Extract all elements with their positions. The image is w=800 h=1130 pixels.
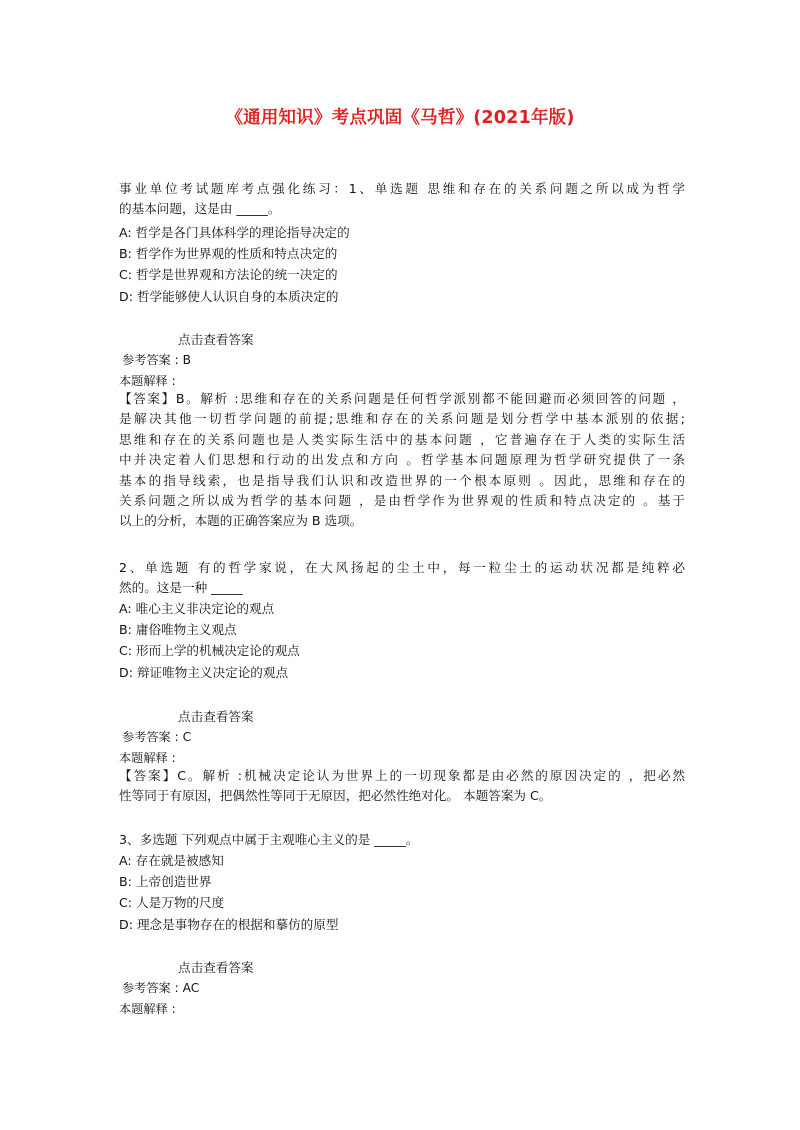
question-3-stem	[119, 830, 685, 850]
question-stem-line: 然的。这是一种 _____	[119, 580, 243, 596]
explanation-label: 本题解释 :	[119, 751, 176, 765]
reference-answer: 参考答案 : B	[122, 353, 191, 367]
explanation-line: 以上的分析，本题的正确答案应为 B 选项。	[119, 513, 363, 529]
explanation-label: 本题解释 :	[119, 374, 176, 388]
reference-answer: 参考答案 : AC	[122, 981, 200, 995]
explanation-line: 【答案】B。解析 :思维和存在的关系问题是任何哲学派别都不能回避而必须回答的问题 ，	[119, 391, 685, 406]
option-c: C: 形而上学的机械决定论的观点	[119, 643, 300, 659]
question-2-options	[119, 598, 685, 683]
option-a: A: 唯心主义非决定论的观点	[119, 601, 275, 616]
option-d: D: 理念是事物存在的根据和摹仿的原型	[119, 916, 339, 932]
reference-answer: 参考答案 : C	[122, 730, 192, 744]
option-b: B: 哲学作为世界观的性质和特点决定的	[119, 246, 338, 262]
option-d: D: 哲学能够使人认识自身的本质决定的	[119, 288, 339, 304]
explanation-line: 是解决其他一切哲学问题的前提;思维和存在的关系问题是划分哲学中基本派别的依据;	[119, 411, 685, 427]
question-3-options	[119, 850, 685, 935]
question-stem-line: 的基本问题，这是由 _____。	[119, 201, 281, 217]
question-1-options	[119, 222, 685, 307]
explanation-line: 中并决定着人们思想和行动的出发点和方向 。哲学基本问题原理为哲学研究提供了一条	[119, 452, 685, 468]
option-c: C: 哲学是世界观和方法论的统一决定的	[119, 267, 338, 283]
question-stem-line: 3、多选题 下列观点中属于主观唯心主义的是 _____。	[119, 832, 419, 847]
explanation-line: 关系问题之所以成为哲学的基本问题 ，是由哲学作为世界观的性质和特点决定的 。基于	[119, 492, 685, 508]
page-title: 《通用知识》考点巩固《马哲》(2021年版)	[225, 108, 575, 128]
question-2-stem	[119, 558, 685, 599]
explanation-line: 思维和存在的关系问题也是人类实际生活中的基本问题 ，它普遍存在于人类的实际生活	[119, 431, 685, 447]
show-answer-link[interactable]: 点击查看答案	[178, 332, 254, 347]
option-b: B: 上帝创造世界	[119, 874, 212, 890]
option-b: B: 庸俗唯物主义观点	[119, 622, 237, 638]
explanation-label: 本题解释 :	[119, 1002, 176, 1016]
explanation-line: 【答案】C。解析 :机械决定论认为世界上的一切现象都是由必然的原因决定的 ，把必然	[119, 768, 685, 783]
question-stem-line: 2、单选题 有的哲学家说，在大风扬起的尘土中，每一粒尘土的运动状况都是纯粹必	[119, 560, 685, 575]
question-stem-line: 事业单位考试题库考点强化练习：1、单选题 思维和存在的关系问题之所以成为哲学	[119, 181, 685, 196]
option-a: A: 哲学是各门具体科学的理论指导决定的	[119, 225, 350, 240]
explanation-line: 性等同于有原因，把偶然性等同于无原因，把必然性绝对化。 本题答案为 C。	[119, 788, 552, 804]
show-answer-link[interactable]: 点击查看答案	[178, 709, 254, 724]
show-answer-link[interactable]: 点击查看答案	[178, 960, 254, 975]
option-c: C: 人是万物的尺度	[119, 895, 225, 911]
question-2-explanation	[119, 766, 685, 807]
question-1-stem	[119, 179, 685, 220]
option-a: A: 存在就是被感知	[119, 853, 224, 868]
question-1-explanation	[119, 389, 685, 532]
option-d: D: 辩证唯物主义决定论的观点	[119, 664, 289, 680]
explanation-line: 基本的指导线索，也是指导我们认识和改造世界的一个根本原则 。因此，思维和存在的	[119, 472, 685, 488]
